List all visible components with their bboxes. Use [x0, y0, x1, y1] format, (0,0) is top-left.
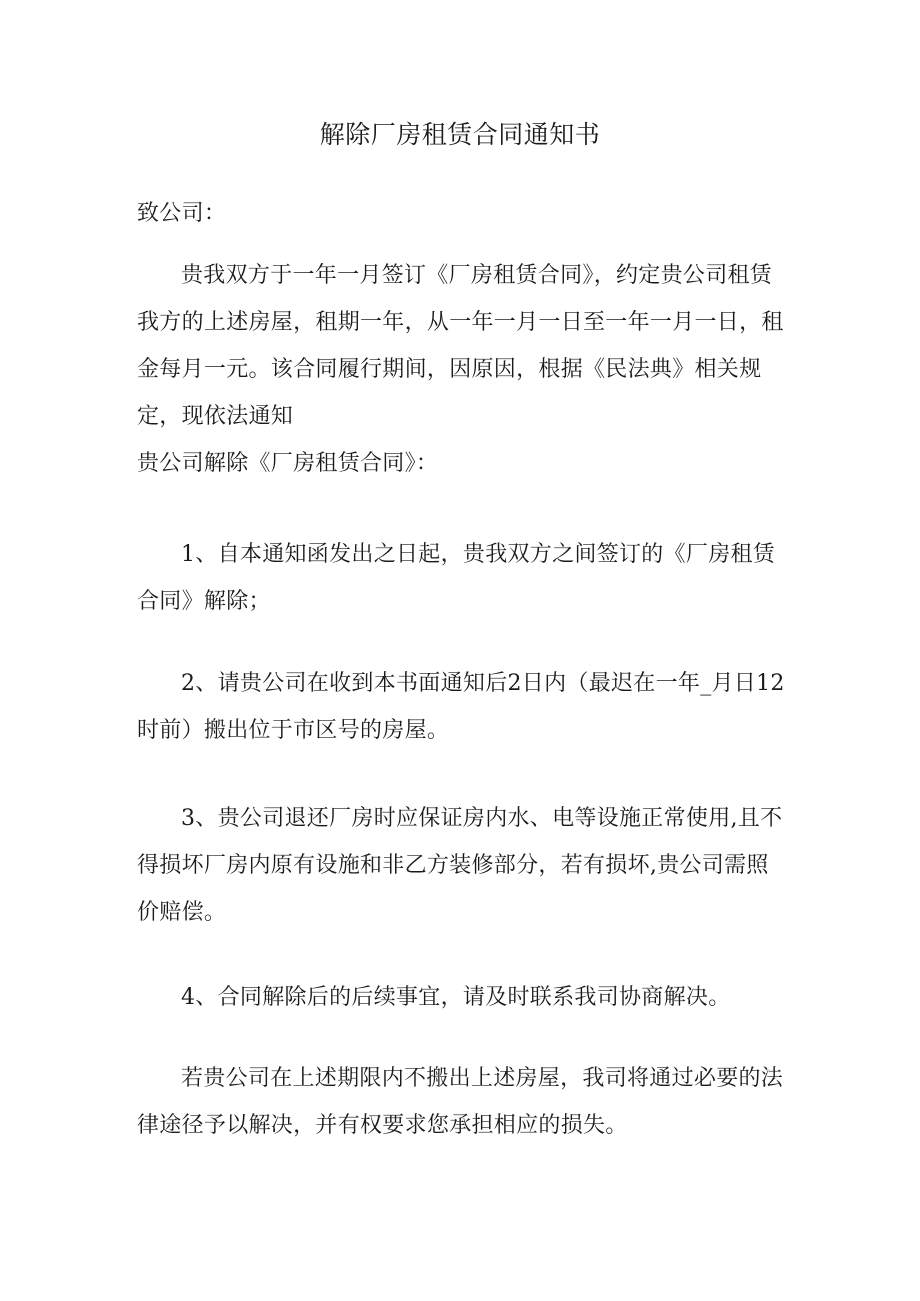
notice-line: 贵公司解除《厂房租赁合同》：: [137, 451, 439, 476]
closing-paragraph: 若贵公司在上述期限内不搬出上述房屋，我司将通过必要的法律途径予以解决，并有权要求您承担相应的损失。: [137, 1066, 784, 1138]
list-item-4: 4、合同解除后的后续事宜，请及时联系我司协商解决。: [181, 985, 731, 1010]
list-item-1: 1、自本通知函发出之日起，贵我双方之间签订的《厂房租赁合同》解除；: [137, 542, 776, 614]
document-title: 解除厂房租赁合同通知书: [319, 120, 601, 149]
body-paragraph: 贵我双方于一年一月签订《厂房租赁合同》，约定贵公司租赁我方的上述房屋，租期一年，从一年一月一日至一年一月一日，租金每月一元。该合同履行期间，因原因，根据《民法典》相关规定，现依法通知: [137, 263, 784, 429]
list-item-2: 2、请贵公司在收到本书面通知后2日内（最迟在一年_月日12时前）搬出位于市区号的房屋。: [137, 671, 785, 743]
salutation: 致公司：: [137, 201, 227, 226]
list-item-3: 3、贵公司退还厂房时应保证房内水、电等设施正常使用,且不得损坏厂房内原有设施和非乙方装修部分，若有损坏,贵公司需照价赔偿。: [137, 806, 783, 925]
